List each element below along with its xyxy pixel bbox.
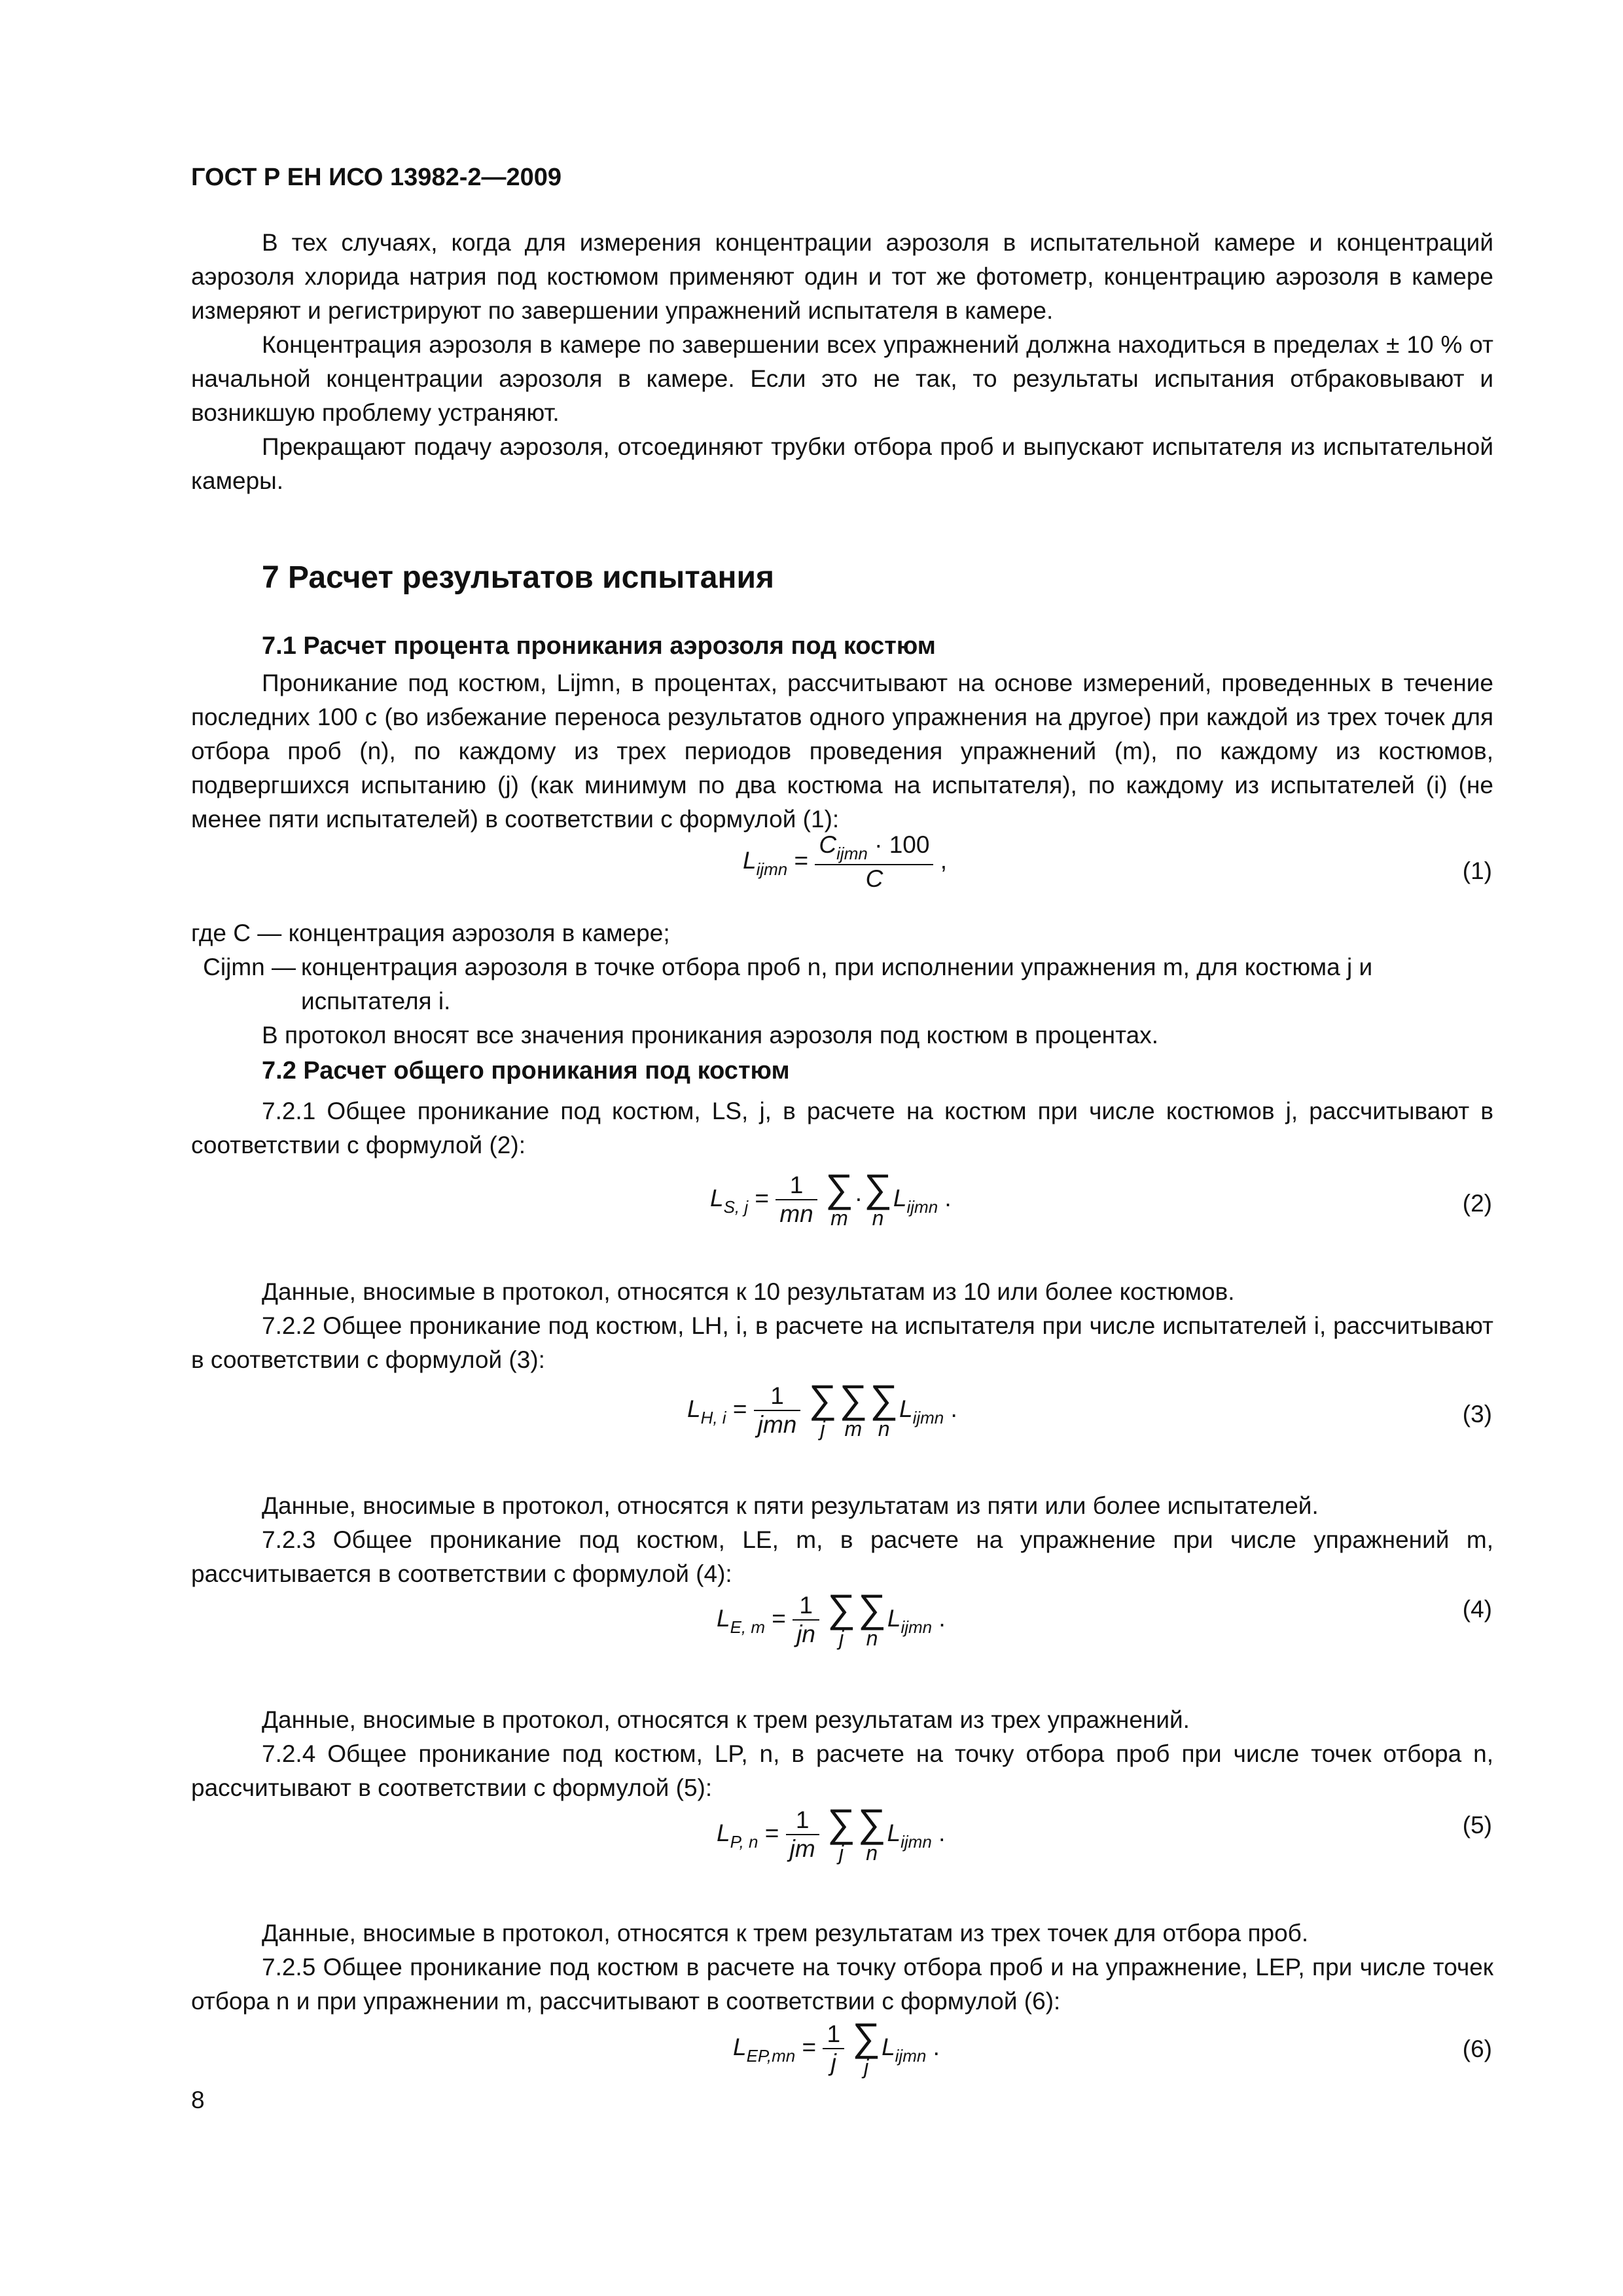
where-cijmn-key: Cijmn —	[203, 954, 296, 980]
section-7-2-heading: 7.2 Расчет общего проникания под костюм	[262, 1057, 790, 1085]
where-row-cijmn	[191, 950, 1493, 1018]
intro-paragraph-3: Прекращают подачу аэрозоля, отсоединяют трубки отбора проб и выпускают испытателя из испытательной камеры.	[191, 433, 1493, 494]
section-7-1-paragraph: Проникание под костюм, Lijmn, в процентах, рассчитывают на основе измерений, проведенных в течение последних 100 с (во избежание переноса результатов одного упражнения на другое) при каждой из трех точек для отбора проб (n), по каждому из трех периодов проведения упражнений (m), по каждому из костюмов, подвергшихся испытанию (j) (как минимум по два костюма на испытателя), по каждому из испытателей (i) (не менее пяти испытателей) в соответствии с формулой (1):	[191, 670, 1493, 833]
paragraph-7-2-1: 7.2.1 Общее проникание под костюм, LS, j, в расчете на костюм при числе костюмов j, рассчитывают в соответствии с формулой (2):	[191, 1098, 1493, 1158]
page-number: 8	[191, 2087, 205, 2113]
formula-3-number: (3)	[1462, 1401, 1492, 1427]
formula-1: $L_{ijmn}$ = $\frac{C_{ijmn} \cdot 100}{C}$ ,	[743, 831, 948, 892]
where-c-key: где C —	[191, 920, 282, 946]
formula-3: $L_{H, i}$ = $\frac{1}{\text{jmn}}$ ∑ j ∑ m ∑ n $L_{ijmn}$ .	[687, 1377, 957, 1441]
data-7-2-3-text	[191, 1703, 1493, 1805]
section-7-2-1-text	[191, 1094, 1493, 1162]
formula-1-number: (1)	[1462, 857, 1492, 884]
formula-6-number: (6)	[1462, 2036, 1492, 2062]
where-clause	[191, 916, 1493, 1018]
document-code: ГОСТ Р ЕН ИСО 13982-2—2009	[191, 164, 562, 191]
formula-5: $L_{P, n}$ = $\frac{1}{jm}$ ∑ j ∑ n $L_{ijmn}$ .	[717, 1801, 946, 1865]
data-7-2-1-text	[191, 1275, 1493, 1377]
formula-2-number: (2)	[1462, 1190, 1492, 1217]
section-7-1-heading: 7.1 Расчет процента проникания аэрозоля под костюм	[262, 632, 936, 660]
section-7-1-body	[191, 666, 1493, 836]
formula-6: $L_{EP,mn}$ = $\frac{1}{j}$ ∑ j $L_{ijmn}$ .	[733, 2015, 940, 2079]
where-row-c	[191, 916, 1493, 950]
intro-text	[191, 226, 1493, 498]
paragraph-7-2-3: 7.2.3 Общее проникание под костюм, LE, m, в расчете на упражнение при числе упражнений m, рассчитывается в соответствии с формулой (4):	[191, 1526, 1493, 1587]
formula-4-number: (4)	[1462, 1596, 1492, 1623]
where-cijmn-value: концентрация аэрозоля в точке отбора проб n, при исполнении упражнения m, для костюма j и испытателя i.	[301, 954, 1373, 1014]
section-7-heading: 7 Расчет результатов испытания	[262, 560, 774, 595]
paragraph-7-2-4: 7.2.4 Общее проникание под костюм, LP, n, в расчете на точку отбора проб при числе точек отбора n, рассчитывают в соответствии с формулой (5):	[191, 1740, 1493, 1801]
data-7-2-4-text	[191, 1916, 1493, 2018]
data-paragraph-7-2-4: Данные, вносимые в протокол, относятся к трем результатам из трех точек для отбора проб.	[262, 1920, 1309, 1946]
data-paragraph-7-2-2: Данные, вносимые в протокол, относятся к пяти результатам из пяти или более испытателей.	[262, 1492, 1319, 1519]
protocol-text	[191, 1018, 1493, 1052]
data-paragraph-7-2-1: Данные, вносимые в протокол, относятся к 10 результатам из 10 или более костюмов.	[262, 1278, 1235, 1305]
formula-2: $L_{S, j}$ = $\frac{1}{mn}$ ∑ m ·∑ n $L_{ijmn}$ .	[710, 1166, 952, 1230]
intro-paragraph-2: Концентрация аэрозоля в камере по завершении всех упражнений должна находиться в пределах ± 10 % от начальной концентрации аэрозоля в камере. Если это не так, то результаты испытания отбраковывают и возникшую проблему устраняют.	[191, 331, 1493, 426]
protocol-paragraph: В протокол вносят все значения проникания аэрозоля под костюм в процентах.	[262, 1022, 1158, 1049]
formula-4: $L_{E, m}$ = $\frac{1}{jn}$ ∑ j ∑ n $L_{ijmn}$ .	[717, 1587, 946, 1650]
where-c-value: концентрация аэрозоля в камере;	[288, 920, 670, 946]
paragraph-7-2-5: 7.2.5 Общее проникание под костюм в расчете на точку отбора проб и на упражнение, LEP, при числе точек отбора n и при упражнении m, рассчитывают в соответствии с формулой (6):	[191, 1954, 1493, 2015]
formula-5-number: (5)	[1462, 1812, 1492, 1839]
intro-paragraph-1: В тех случаях, когда для измерения концентрации аэрозоля в испытательной камере и концентраций аэрозоля хлорида натрия под костюмом применяют один и тот же фотометр, концентрацию аэрозоля в камере измеряют и регистрируют по завершении упражнений испытателя в камере.	[191, 229, 1493, 324]
paragraph-7-2-2: 7.2.2 Общее проникание под костюм, LH, i, в расчете на испытателя при числе испытателей i, рассчитывают в соответствии с формулой (3):	[191, 1312, 1493, 1373]
data-7-2-2-text	[191, 1489, 1493, 1591]
data-paragraph-7-2-3: Данные, вносимые в протокол, относятся к трем результатам из трех упражнений.	[262, 1706, 1190, 1733]
